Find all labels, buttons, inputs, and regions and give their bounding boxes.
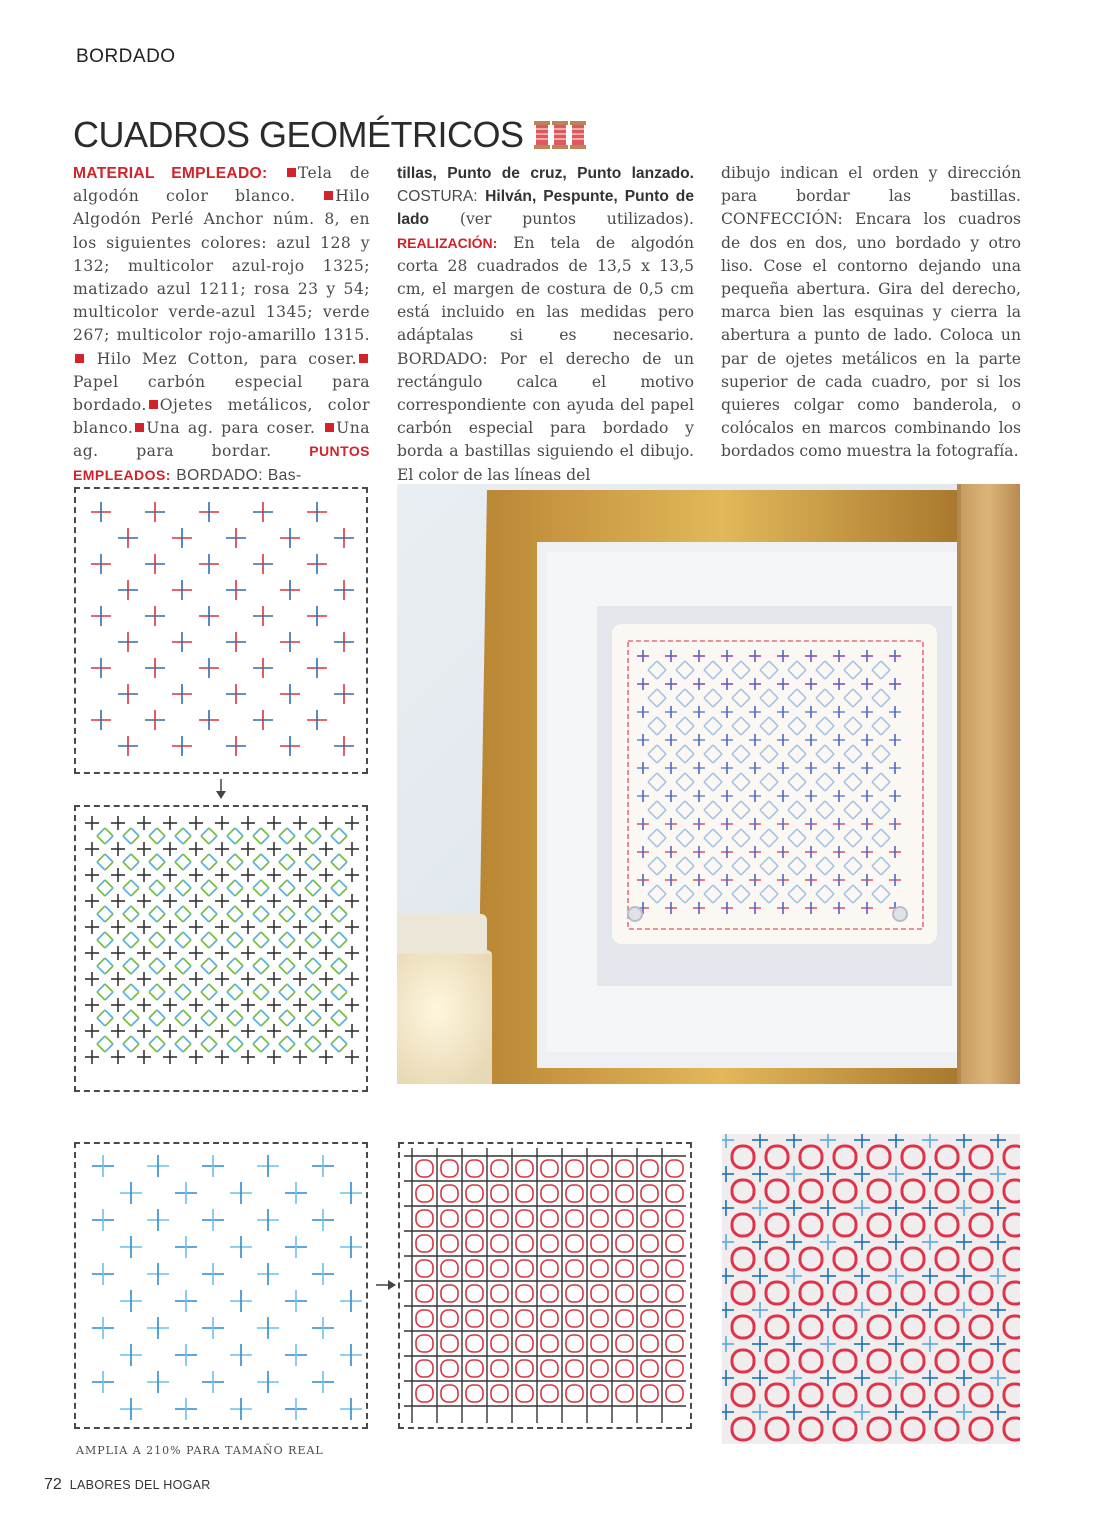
article-title: CUADROS GEOMÉTRICOS <box>73 114 524 155</box>
material-fabric: Tela de algodón color blanco. <box>73 164 370 206</box>
material-carbon-paper: Papel carbón especial para bordado. <box>73 372 370 415</box>
section-label: BORDADO <box>76 46 176 67</box>
publication-name: LABORES DEL HOGAR <box>69 1478 211 1492</box>
instructions-label: REALIZACIÓN: <box>397 234 498 251</box>
bullet-square-icon <box>287 168 296 177</box>
text-column-3 <box>721 162 1021 464</box>
cross-pattern-blue <box>76 1144 366 1427</box>
bullet-square-icon <box>75 354 84 363</box>
stitches-embroidery: BORDADO: Bas- <box>176 466 302 484</box>
pattern-diagram-3 <box>74 1142 368 1429</box>
page-number: 72 <box>44 1476 62 1493</box>
grid-arc-pattern <box>400 1144 690 1427</box>
material-embroidery-needle: Una ag. para bordar. <box>73 419 370 461</box>
sewing-stitches: Hilván, Pespunte, Punto de lado <box>397 188 694 229</box>
material-thread: Hilo Algodón Perlé Anchor núm. 8, en los siguientes colores: azul 128 y 132; multicolor azul-rojo 1325; matizado azul 1211; rosa 23 y 54; multicolor verde-azul 1345; verde 267; multicolor rojo-amarillo 1315. <box>73 187 370 345</box>
bullet-square-icon <box>149 400 158 409</box>
material-eyelets: Ojetes metálicos, color blanco. <box>73 396 370 438</box>
difficulty-rating <box>534 121 586 149</box>
bullet-square-icon <box>135 423 144 432</box>
spool-icon <box>552 121 568 149</box>
stitches-list: tillas, Punto de cruz, Punto lanzado. <box>397 165 694 182</box>
page-footer <box>44 1476 211 1494</box>
bullet-square-icon <box>324 191 333 200</box>
title-row <box>73 114 586 156</box>
stitched-detail-photo <box>722 1134 1020 1444</box>
material-sewing-thread: Hilo Mez Cotton, para coser. <box>96 349 357 368</box>
framed-embroidery-photo <box>397 484 1020 1103</box>
sewing-note: (ver puntos utilizados). <box>459 210 694 229</box>
pattern-diagram-4 <box>398 1142 692 1429</box>
bullet-square-icon <box>359 354 368 363</box>
instructions-text: En tela de algodón corta 28 cuadrados de 13,5 x 13,5 cm, el margen de costura de 0,5 cm está incluido en las medidas pero adáptalas si es necesario. BORDADO: Por el derecho de un rectángulo calca el motivo correspondiente con ayuda del papel carbón especial para bordado y borda a bastillas siguiendo el dibujo. El color de las líneas del <box>397 233 694 484</box>
cross-pattern-red-blue <box>76 489 366 772</box>
arrow-down-icon <box>214 779 228 801</box>
bullet-square-icon <box>325 423 334 432</box>
enlarge-caption: AMPLIA A 210% PARA TAMAÑO REAL <box>76 1444 324 1457</box>
instructions-continued: dibujo indican el orden y dirección para bordar las bastillas. CONFECCIÓN: Encara los cuadros de dos en dos, uno bordado y otro liso. Cose el contorno dejando una pequeña abertura. Gira del derecho, marca bien las esquinas y cierra la abertura a punto de lado. Coloca un par de ojetes metálicos en la parte superior de cada cuadro, por si los quieres colgar como banderola, o colócalos en marcos combinando los bordados como muestra la fotografía. <box>721 164 1021 461</box>
pattern-diagram-2 <box>74 805 368 1092</box>
text-column-1 <box>73 162 370 487</box>
stitches-label: PUNTOS EMPLEADOS: <box>73 443 370 483</box>
spool-icon <box>534 121 550 149</box>
material-label: MATERIAL EMPLEADO: <box>73 165 268 182</box>
pattern-diagram-1 <box>74 487 368 774</box>
material-sewing-needle: Una ag. para coser. <box>146 419 316 438</box>
arrow-right-icon <box>376 1278 398 1292</box>
sewing-label: COSTURA: <box>397 188 478 206</box>
text-column-2 <box>397 162 694 487</box>
spool-icon <box>570 121 586 149</box>
cross-diamond-pattern <box>76 807 366 1090</box>
